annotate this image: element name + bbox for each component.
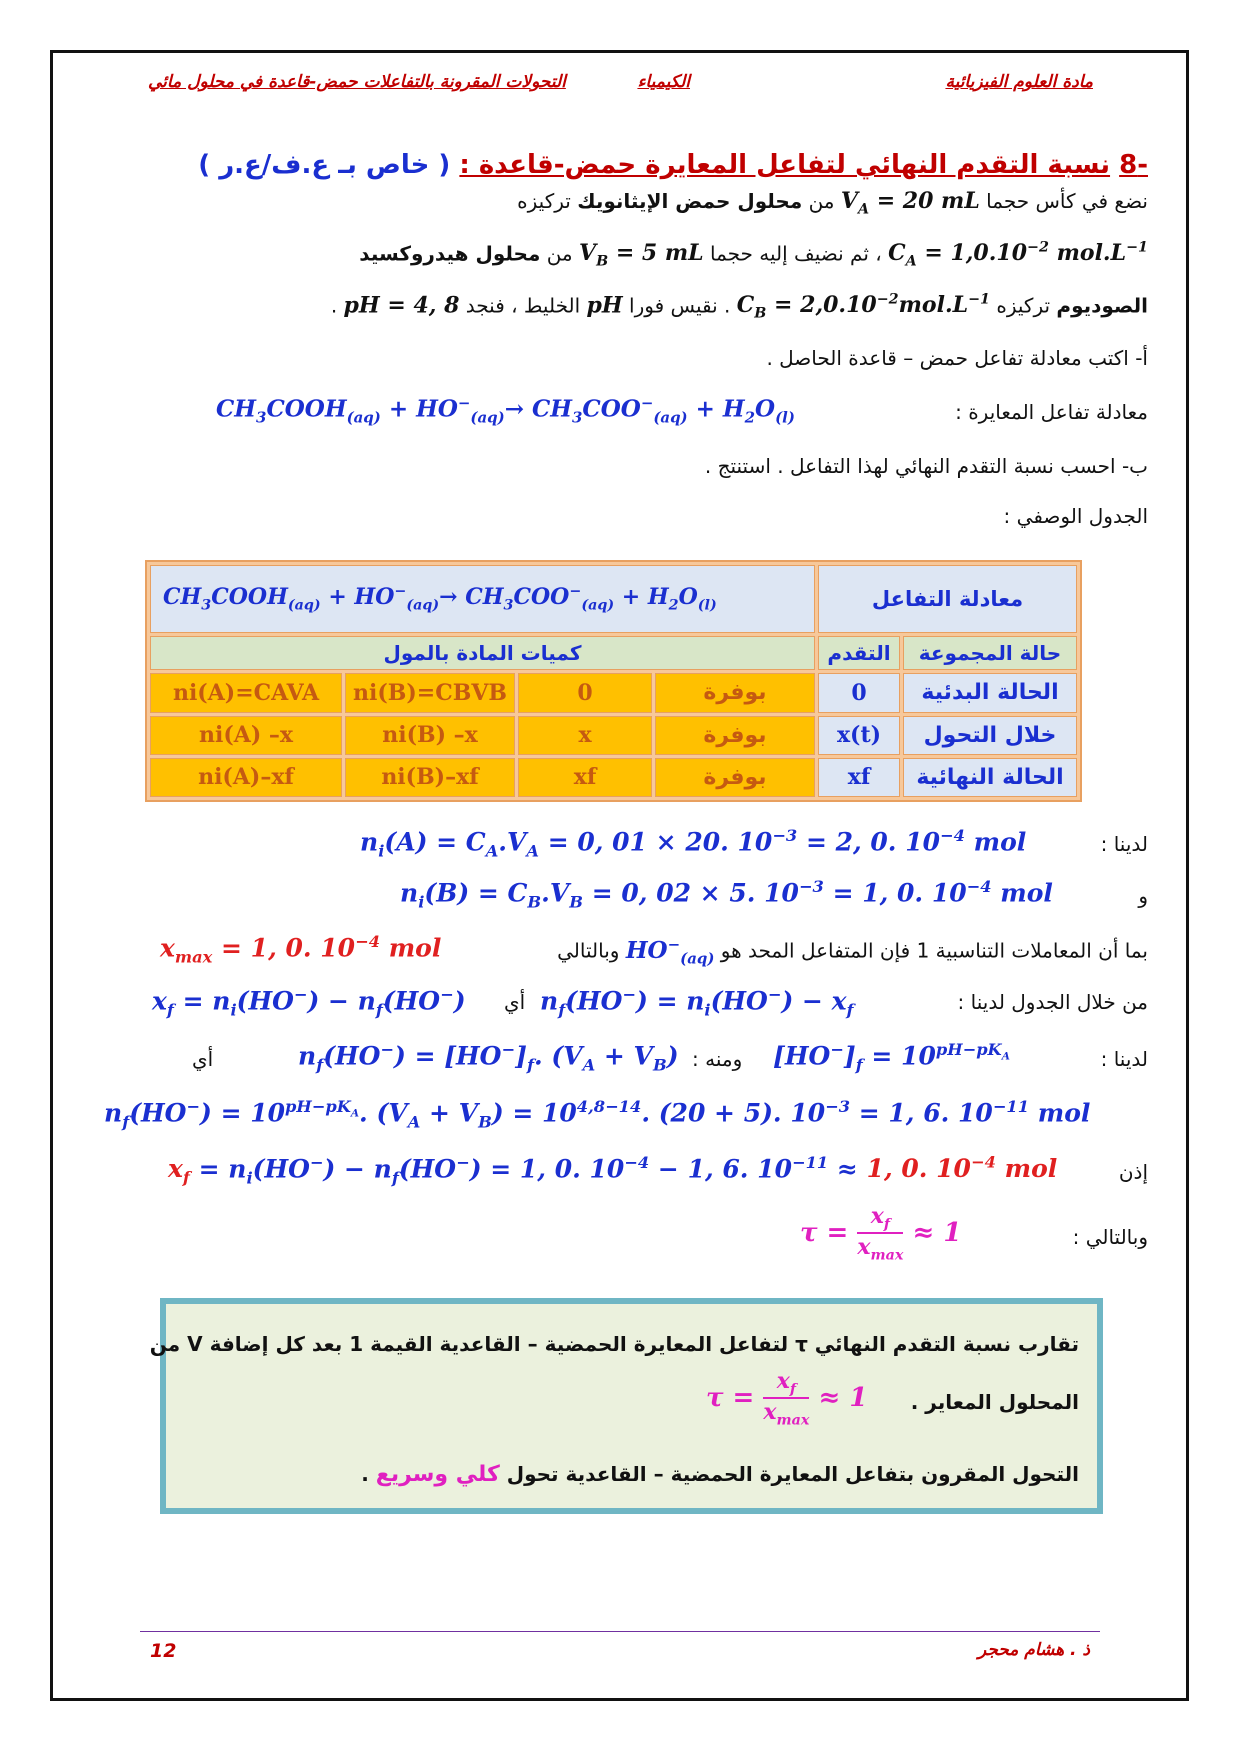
conclusion-line-2: المحلول المعاير .	[910, 1390, 1079, 1414]
table-row: الحالة النهائية xf بوفرة xf ni(B)–xf ni(A)–xf	[150, 758, 1077, 797]
calc-and-label: و	[1138, 884, 1148, 908]
header-unit: التحولات المقرونة بالتفاعلات حمض-قاعدة في محلول مائي	[148, 72, 566, 92]
formula-nf-value: $n_f(HO^-) = 10^{pH-pK_A}$. $(V_A + V_B) = 10^{4,8-14}$. (20 + 5). $10^{-3} = 1$, 6. $10^{-11}$ mol	[104, 1097, 1091, 1132]
section-tag: ( خاص بـ ع.ف/ع.ر )	[198, 150, 451, 180]
formula-ni-b: $n_i(B) = C_B.V_B = 0$, 02 × 5. $10^{-3} = 1$, 0. $10^{-4}$ mol	[400, 877, 1053, 912]
section-title-text: نسبة التقدم النهائي لتفاعل المعايرة حمض-قاعدة :	[459, 150, 1111, 180]
progress-table	[145, 560, 1082, 802]
conclusion-tau-formula: τ = $x_f$ $x_{max}$ ≈ 1	[706, 1368, 868, 1429]
calc-limiting: بما أن المعاملات التناسبية 1 فإن المتفاعل المحد هو $HO^-_{(aq)}$ وبالتالي	[557, 935, 1148, 968]
calc-ie: أي	[504, 990, 526, 1014]
calc-ie-2: أي	[192, 1047, 214, 1071]
conclusion-line-1: تقارب نسبة التقدم النهائي τ لتفاعل المعايرة الحمضية – القاعدية القيمة 1 بعد كل إضافة V من	[149, 1332, 1079, 1356]
formula-tau: τ = $x_f$ $x_{max}$ ≈ 1	[800, 1203, 962, 1264]
author: ذ . هشام محجر	[977, 1640, 1090, 1660]
formula-xmax: $x_{max} = 1$, 0. $10^{-4}$ mol	[160, 932, 442, 967]
table-row: خلال التحول x(t) بوفرة x ni(B) –x ni(A) –x	[150, 716, 1077, 755]
calc-from-table: من خلال الجدول لدينا :	[957, 990, 1148, 1014]
formula-ni-a: $n_i(A) = C_A.V_A = 0$, 01 × 20. $10^{-3} = 2$, 0. $10^{-4}$ mol	[360, 826, 1027, 861]
statement-line-1: نضع في كأس حجما $V_A = 20$ mL من محلول حمض الإيثانويك تركيزه	[517, 188, 1148, 218]
header-domain: الكيمياء	[637, 72, 690, 92]
reaction-equation: $CH_3COOH_{(aq)} + HO^-_{(aq)}\to CH_3COO^-_{(aq)} + H_2O_{(l)}$	[216, 394, 795, 427]
equation-label: معادلة تفاعل المعايرة :	[955, 400, 1148, 424]
statement-line-2: $C_A = 1,0.10^{-2}$ $mol.L^{-1}$ ، ثم نضيف إليه حجما $V_B = 5$ mL من محلول هيدروكسيد	[359, 240, 1148, 270]
calc-so: إذن	[1118, 1160, 1148, 1184]
table-state-header: حالة المجموعة	[903, 636, 1077, 671]
table-eq-header: معادلة التفاعل	[818, 565, 1077, 633]
table-label: الجدول الوصفي :	[1003, 504, 1148, 528]
section-title	[198, 150, 1148, 180]
question-b: ب- احسب نسبة التقدم النهائي لهذا التفاعل . استنتج .	[704, 454, 1148, 478]
formula-ho-f: $[HO^-]_f = 10^{pH-pK_A}$	[773, 1040, 1010, 1075]
table-row: الحالة البدئية 0 بوفرة 0 ni(B)=CBVB ni(A)=CAVA	[150, 673, 1077, 712]
formula-nf-ho: $n_f(HO^-) = n_i(HO^-) - x_f$	[540, 985, 854, 1020]
footer-divider	[140, 1631, 1100, 1632]
section-number: -8	[1119, 150, 1148, 180]
calc-therefore: وبالتالي :	[1072, 1225, 1148, 1249]
formula-xf-value: $x_f = n_i(HO^-) - n_f(HO^-) = 1$, 0. $10^{-4} - 1$, 6. $10^{-11} \approx 1$, 0. $10^{-4}$ mol	[168, 1153, 1058, 1188]
question-a: أ- اكتب معادلة تفاعل حمض – قاعدة الحاصل .	[766, 346, 1148, 370]
table-equation: $CH_3COOH_{(aq)} + HO^-_{(aq)}\to CH_3COO^-_{(aq)} + H_2O_{(l)}$	[150, 565, 815, 633]
table-amounts-header: كميات المادة بالمول	[150, 636, 815, 671]
calc-have-label-2: لدينا :	[1100, 1047, 1148, 1071]
page-number: 12	[150, 1640, 177, 1662]
header-subject: مادة العلوم الفيزيائية	[945, 72, 1093, 92]
conclusion-line-3: التحول المقرون بتفاعل المعايرة الحمضية – القاعدية تحول كلي وسريع .	[361, 1462, 1079, 1487]
calc-hence: ومنه :	[692, 1047, 743, 1071]
table-progress-header: التقدم	[818, 636, 900, 671]
calc-have-label: لدينا :	[1100, 832, 1148, 856]
formula-xf-def: $x_f = n_i(HO^-) - n_f(HO^-)$	[152, 985, 466, 1020]
formula-nf-expr: $n_f(HO^-) = [HO^-]_f$. $(V_A + V_B)$	[298, 1040, 679, 1075]
conclusion-box	[149, 1298, 1103, 1514]
statement-line-3: الصوديوم تركيزه $C_B = 2,0.10^{-2}mol.L^{-1}$ . نقيس فورا pH الخليط ، فنجد pH = 4, 8 .	[330, 292, 1148, 322]
